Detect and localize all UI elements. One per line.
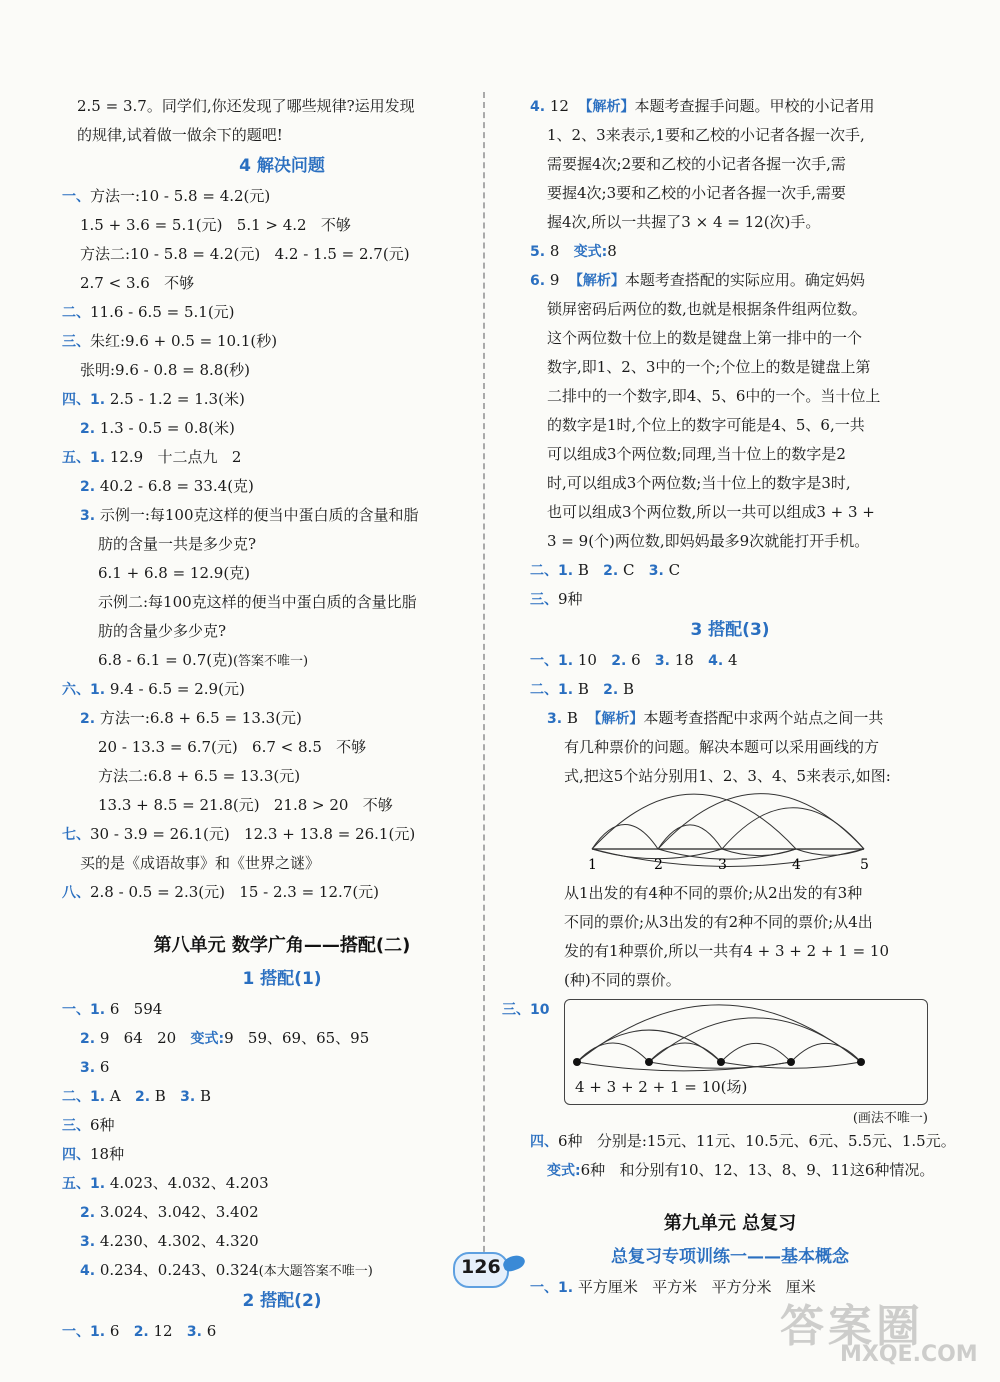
match-arc	[649, 1018, 861, 1062]
answer-text: 40.2 - 6.8 = 33.4(克)	[95, 477, 254, 495]
sub-item-number: 2.	[603, 682, 619, 698]
team-dot	[573, 1058, 581, 1066]
answer-text: 4.023、4.032、4.203	[105, 1174, 269, 1192]
answer-text: 11.6 - 6.5 = 5.1(元)	[90, 303, 235, 321]
answer-line	[62, 820, 502, 849]
answer-line	[62, 501, 502, 530]
answer-text: 2.7 < 3.6 不够	[80, 274, 195, 292]
answer-line	[530, 646, 930, 675]
answer-line	[530, 121, 930, 150]
answer-text: 20 - 13.3 = 6.7(元) 6.7 < 8.5 不够	[98, 738, 367, 756]
item-number: 五、1.	[62, 1176, 106, 1192]
sub-item-number: 3.	[547, 711, 563, 727]
answer-text: C	[618, 561, 649, 579]
answer-line	[62, 675, 502, 704]
answer-text: 2.8 - 0.5 = 2.3(元) 15 - 2.3 = 12.7(元)	[90, 883, 380, 901]
answer-line	[530, 1156, 935, 1185]
answer-line	[62, 646, 502, 675]
station-arc	[658, 825, 722, 849]
item-number: 二、1.	[530, 563, 574, 579]
answer-line	[62, 995, 502, 1024]
answer-text: 12	[148, 1322, 187, 1340]
sub-item-number: 3.	[80, 508, 96, 524]
answer-line	[530, 908, 930, 937]
answer-text: 不同的票价;从3出发的有2种不同的票价;从4出	[564, 913, 873, 931]
team-dot	[857, 1058, 865, 1066]
answer-line	[62, 878, 502, 907]
answer-line	[530, 324, 930, 353]
answer-text: B	[195, 1087, 211, 1105]
answer-label	[502, 995, 549, 1024]
variant-label: 变式:	[573, 244, 608, 260]
left-column	[62, 92, 502, 1346]
answer-line	[62, 762, 502, 791]
answer-line	[62, 733, 502, 762]
answer-text: 9	[545, 271, 569, 289]
answer-line	[62, 791, 502, 820]
item-number: 一、1.	[62, 1324, 106, 1340]
page-number-text: 126	[461, 1256, 501, 1278]
sub-item-number: 3.	[648, 563, 664, 579]
answer-text: 12.9 十二点九 2	[105, 448, 242, 466]
answer-text: 9 64 20	[95, 1029, 191, 1047]
analysis-label: 【解析】	[578, 99, 635, 115]
answer-line	[530, 237, 930, 266]
match-arc	[791, 1043, 861, 1062]
item-number: 四、	[530, 1134, 558, 1150]
answer-text: 3 = 9(个)两位数,即妈妈最多9次就能打开手机。	[547, 532, 870, 550]
answer-text: 式,把这5个站分别用1、2、3、4、5来表示,如图:	[564, 767, 891, 785]
answer-text: 肪的含量少多少克?	[98, 622, 227, 640]
match-arc	[649, 1043, 721, 1062]
item-number: 四、1.	[62, 392, 106, 408]
item-number: 八、	[62, 885, 90, 901]
answer-text: A	[105, 1087, 135, 1105]
answer-text: 肪的含量一共是多少克?	[98, 535, 257, 553]
item-number: 一、1.	[62, 1002, 106, 1018]
answer-text: 本题考查搭配的实际应用。确定妈妈	[624, 271, 865, 289]
spacer	[530, 1185, 930, 1207]
team-dot	[717, 1058, 725, 1066]
answer-line	[530, 498, 930, 527]
answer-line	[62, 1256, 502, 1285]
answer-text: 示例二:每100克这样的便当中蛋白质的含量比脂	[98, 593, 417, 611]
answer-text: 方法一:10 - 5.8 = 4.2(元)	[90, 187, 271, 205]
answer-text: B	[573, 680, 604, 698]
answer-text: 3.024、3.042、3.402	[95, 1203, 259, 1221]
section-title: 2 搭配(2)	[242, 1291, 322, 1311]
unit-title: 第九单元 总复习	[663, 1213, 797, 1234]
watermark	[780, 1290, 980, 1370]
answer-line	[530, 527, 930, 556]
answer-text: 买的是《成语故事》和《世界之谜》	[80, 854, 321, 872]
answer-text: 6.1 + 6.8 = 12.9(克)	[98, 564, 251, 582]
answer-line	[62, 849, 502, 878]
item-number: 三、	[530, 592, 558, 608]
answer-text: 10	[573, 651, 612, 669]
answer-line	[62, 1140, 502, 1169]
sub-item-number: 4.	[80, 1263, 96, 1279]
answer-line	[62, 298, 502, 327]
answer-line	[62, 559, 502, 588]
item-number: 一、	[62, 189, 90, 205]
answer-text: 这个两位数十位上的数是键盘上第一排中的一个	[547, 329, 863, 347]
answer-line	[62, 1198, 502, 1227]
answer-text: 1、2、3来表示,1要和乙校的小记者各握一次手,	[547, 126, 865, 144]
answer-text: 张明:9.6 - 0.8 = 8.8(秒)	[80, 361, 251, 379]
answer-line	[530, 1127, 956, 1156]
answer-line	[62, 356, 502, 385]
analysis-label: 【解析】	[568, 273, 625, 289]
item-number: 5.	[530, 244, 546, 260]
answer-line	[530, 440, 930, 469]
answer-text: 的规律,试着做一做余下的题吧!	[77, 126, 283, 144]
answer-text: 6	[105, 1322, 134, 1340]
answer-line	[530, 733, 930, 762]
answer-line	[62, 1317, 502, 1346]
answer-line	[530, 762, 930, 791]
answer-line	[62, 1111, 502, 1140]
diagram-box	[564, 999, 928, 1105]
answer-line	[62, 182, 502, 211]
sub-item-number: 2.	[603, 563, 619, 579]
answer-line	[530, 937, 930, 966]
answer-text: B	[573, 561, 604, 579]
answer-text: 9种	[558, 590, 583, 608]
answer-line	[62, 240, 502, 269]
answer-text: 6	[626, 651, 655, 669]
item-number: 三、	[62, 1118, 90, 1134]
answer-line	[62, 617, 502, 646]
answer-line	[530, 92, 930, 121]
answer-line	[530, 966, 930, 995]
answer-text: 6种 分别是:15元、11元、10.5元、6元、5.5元、1.5元。	[558, 1132, 956, 1150]
answer-text: 2.5 = 3.7。同学们,你还发现了哪些规律?运用发现	[77, 97, 415, 115]
answer-text: 方法二:10 - 5.8 = 4.2(元) 4.2 - 1.5 = 2.7(元)	[80, 245, 410, 263]
answer-line	[530, 295, 930, 324]
answer-text: 朱红:9.6 + 0.5 = 10.1(秒)	[90, 332, 278, 350]
answer-text: 从1出发的有4种不同的票价;从2出发的有3种	[564, 884, 863, 902]
answer-text: 本题考查握手问题。甲校的小记者用	[634, 97, 875, 115]
unit-title: 第八单元 数学广角——搭配(二)	[153, 935, 411, 956]
item-number: 一、1.	[530, 653, 574, 669]
team-dot	[787, 1058, 795, 1066]
station-label: 3	[718, 857, 727, 873]
item-number: 四、	[62, 1147, 90, 1163]
answer-text: 18种	[90, 1145, 125, 1163]
station-arcs-svg	[570, 791, 930, 877]
answer-line	[530, 179, 930, 208]
item-number: 4.	[530, 99, 546, 115]
answer-text: 2.5 - 1.2 = 1.3(米)	[105, 390, 245, 408]
answer-text: 4	[723, 651, 738, 669]
answer-text: 18	[669, 651, 709, 669]
section-title: 1 搭配(1)	[242, 969, 322, 989]
match-arcs-svg	[565, 1004, 925, 1074]
answer-line	[62, 472, 502, 501]
answer-line	[62, 1227, 502, 1256]
answer-text: 数字,即1、2、3中的一个;个位上的数是键盘上第	[547, 358, 871, 376]
answer-text: 6种 和分别有10、12、13、8、9、11这6种情况。	[580, 1161, 935, 1179]
answer-line	[62, 1024, 502, 1053]
sub-item-number: 2.	[611, 653, 627, 669]
answer-line	[530, 704, 930, 733]
answer-text: 4.230、4.302、4.320	[95, 1232, 259, 1250]
answer-text: 0.234、0.243、0.324	[95, 1261, 259, 1279]
answer-text: 方法一:6.8 + 6.5 = 13.3(元)	[95, 709, 302, 727]
answer-line	[62, 211, 502, 240]
watermark-site: MXQE.COM	[840, 1342, 978, 1367]
answer-text: 1.5 + 3.6 = 5.1(元) 5.1 > 4.2 不够	[80, 216, 351, 234]
sub-item-number: 2.	[80, 421, 96, 437]
sub-item-number: 2.	[80, 711, 96, 727]
answer-text: 8	[607, 242, 617, 260]
answer-text: 方法二:6.8 + 6.5 = 13.3(元)	[98, 767, 301, 785]
answer-line	[530, 556, 930, 585]
answer-label-text: 三、10	[502, 1002, 550, 1018]
variant-label: 变式:	[547, 1163, 581, 1179]
answer-line	[62, 1053, 502, 1082]
sub-item-number: 2.	[80, 1205, 96, 1221]
answer-text: 也可以组成3个两位数,所以一共可以组成3 + 3 +	[547, 503, 875, 521]
page-number	[453, 1248, 533, 1288]
sub-item-number: 3.	[80, 1234, 96, 1250]
sub-item-number: 2.	[80, 1031, 96, 1047]
sub-item-number: 3.	[180, 1089, 196, 1105]
item-number: 五、1.	[62, 450, 106, 466]
station-arc	[592, 824, 658, 849]
answer-line	[530, 150, 930, 179]
answer-line	[62, 704, 502, 733]
answer-text: 1.3 - 0.5 = 0.8(米)	[95, 419, 235, 437]
item-number: 一、1.	[530, 1280, 574, 1296]
item-number: 七、	[62, 827, 90, 843]
answer-text: 时,可以组成3个两位数;当十位上的数字是3时,	[547, 474, 851, 492]
answer-note: (本大题答案不唯一)	[258, 1264, 373, 1279]
dolphin-icon	[501, 1253, 526, 1274]
item-number: 六、1.	[62, 682, 106, 698]
station-arc	[592, 794, 796, 849]
watermark-logo: 答案圈	[780, 1301, 924, 1352]
sub-item-number: 3.	[80, 1060, 96, 1076]
station-label: 4	[792, 857, 801, 873]
sub-item-number: 2.	[134, 1089, 151, 1105]
answer-text: 的数字是1时,个位上的数字可能是4、5、6,一共	[547, 416, 865, 434]
answer-text: C	[663, 561, 681, 579]
answer-line	[530, 585, 930, 614]
item-number: 二、1.	[62, 1089, 106, 1105]
answer-line	[530, 469, 930, 498]
answer-text: 13.3 + 8.5 = 21.8(元) 21.8 > 20 不够	[98, 796, 393, 814]
match-diagram	[502, 995, 930, 1127]
section-title: 总复习专项训练一——基本概念	[611, 1247, 849, 1267]
sub-item-number: 3.	[186, 1324, 202, 1340]
answer-text: 8	[545, 242, 574, 260]
answer-line	[62, 327, 502, 356]
answer-text: 6 594	[105, 1000, 163, 1018]
item-number: 二、1.	[530, 682, 574, 698]
answer-text: 平方厘米 平方米 平方分米 厘米	[573, 1278, 816, 1296]
section-title: 4 解决问题	[239, 156, 325, 176]
answer-text: 9 59、69、65、95	[224, 1029, 370, 1047]
answer-text: 需要握4次;2要和乙校的小记者各握一次手,需	[547, 155, 846, 173]
station-label: 2	[654, 857, 663, 873]
answer-text: 6	[201, 1322, 217, 1340]
station-label: 5	[860, 857, 869, 873]
answer-line	[62, 443, 502, 472]
variant-label: 变式:	[190, 1031, 225, 1047]
answer-text: 二排中的一个数字,即4、5、6中的一个。当十位上	[547, 387, 881, 405]
answer-text: 握4次,所以一共握了3 × 4 = 12(次)手。	[547, 213, 821, 231]
diagram-equation: 4 + 3 + 2 + 1 = 10(场)	[575, 1078, 748, 1096]
answer-text: 本题考查搭配中求两个站点之间一共	[643, 709, 884, 727]
answer-text: 6	[95, 1058, 110, 1076]
answer-line	[530, 675, 930, 704]
station-arc	[796, 849, 864, 855]
answer-line	[62, 588, 502, 617]
answer-note: (答案不唯一)	[232, 654, 309, 669]
station-arc	[722, 808, 864, 849]
answer-text: 12	[545, 97, 579, 115]
spacer	[62, 907, 502, 929]
answer-text: B	[150, 1087, 181, 1105]
station-arc	[592, 849, 864, 866]
answer-text: 30 - 3.9 = 26.1(元) 12.3 + 13.8 = 26.1(元)	[90, 825, 416, 843]
answer-text: 要握4次;3要和乙校的小记者各握一次手,需要	[547, 184, 846, 202]
answer-text: 锁屏密码后两位的数,也就是根据条件组两位数。	[547, 300, 867, 318]
answer-text: B	[562, 709, 588, 727]
item-number: 二、	[62, 305, 90, 321]
answer-line	[62, 385, 502, 414]
sub-item-number: 4.	[708, 653, 724, 669]
answer-text: 9.4 - 6.5 = 2.9(元)	[105, 680, 245, 698]
answer-text: 6.8 - 6.1 = 0.7(克)	[98, 651, 233, 669]
answer-text: 6种	[90, 1116, 115, 1134]
right-column	[502, 92, 956, 1302]
answer-line	[530, 353, 930, 382]
item-number: 6.	[530, 273, 546, 289]
answer-text: 示例一:每100克这样的便当中蛋白质的含量和脂	[95, 506, 419, 524]
answer-text: (种)不同的票价。	[564, 971, 681, 989]
sub-item-number: 3.	[654, 653, 670, 669]
answer-line	[530, 879, 930, 908]
answer-line	[62, 92, 502, 121]
station-diagram	[530, 791, 930, 879]
answer-line	[62, 1082, 502, 1111]
answer-line	[530, 382, 930, 411]
answer-line	[530, 411, 930, 440]
answer-line	[62, 1169, 502, 1198]
answer-line	[62, 121, 502, 150]
answer-text: 发的有1种票价,所以一共有4 + 3 + 2 + 1 = 10	[564, 942, 889, 960]
item-number: 三、	[62, 334, 90, 350]
section-title: 3 搭配(3)	[690, 620, 770, 640]
diagram-note: (画法不唯一)	[852, 1111, 928, 1126]
analysis-label: 【解析】	[587, 711, 644, 727]
station-label: 1	[588, 857, 597, 873]
team-dot	[645, 1058, 653, 1066]
answer-line	[530, 266, 930, 295]
answer-text: B	[618, 680, 635, 698]
answer-line	[62, 414, 502, 443]
answer-text: 有几种票价的问题。解决本题可以采用画线的方	[564, 738, 880, 756]
sub-item-number: 2.	[80, 479, 96, 495]
match-arc	[721, 1043, 791, 1062]
answer-text: 可以组成3个两位数;同理,当十位上的数字是2	[547, 445, 846, 463]
answer-line	[62, 269, 502, 298]
answer-line	[62, 530, 502, 559]
sub-item-number: 2.	[133, 1324, 149, 1340]
answer-line	[530, 208, 930, 237]
station-arc	[722, 849, 796, 856]
